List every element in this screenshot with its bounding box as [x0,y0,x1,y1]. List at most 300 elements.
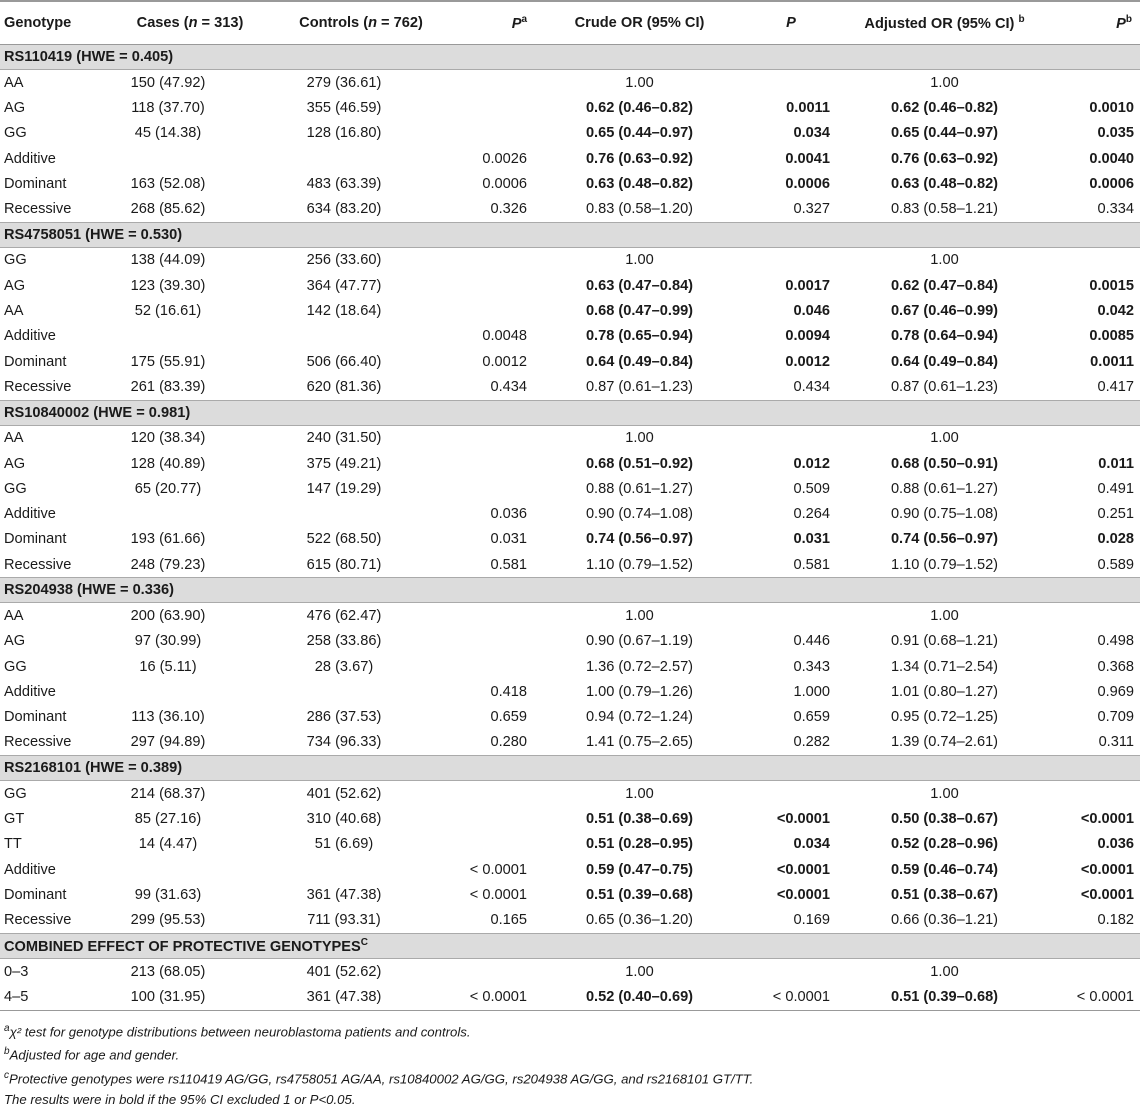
p-crude-cell: 0.327 [793,201,830,218]
p-adjusted-cell: 0.0006 [1089,175,1134,192]
adjusted-or-cell: 0.62 (0.46–0.82) [890,99,999,116]
genotype-cell: GT [4,811,25,828]
controls-cell: 522 (68.50) [306,531,382,548]
adjusted-or-cell: 0.91 (0.68–1.21) [890,633,999,650]
cases-cell: 248 (79.23) [130,556,206,573]
adjusted-or-cell: 0.95 (0.72–1.25) [890,709,999,726]
p-cell: 0.0026 [482,150,527,167]
genotype-cell: Additive [4,328,56,345]
p-crude-cell: 0.0017 [785,277,830,294]
group-header-row [0,45,1140,70]
p-cell: 0.036 [490,506,527,523]
p-adjusted-cell: 0.0085 [1089,328,1134,345]
table-row [0,603,1140,629]
p-cell [452,298,535,323]
controls-cell: 128 (16.80) [306,125,382,142]
p-cell: 0.031 [490,531,527,548]
table-row [0,984,1140,1010]
table-row [0,958,1140,984]
table-row [0,196,1140,222]
adjusted-or-cell: 1.00 [930,963,959,980]
table-row [0,629,1140,654]
table-row [0,781,1140,807]
cases-cell: 200 (63.90) [130,607,206,624]
p-crude-cell: <0.0001 [776,861,830,878]
p-adjusted-cell [1051,603,1140,629]
p-adjusted-cell: 0.0011 [1090,353,1134,370]
adjusted-or-cell: 0.64 (0.49–0.84) [890,353,999,370]
adjusted-or-cell: 1.00 [930,607,959,624]
p-crude-cell: 0.434 [793,378,830,395]
cases-cell: 261 (83.39) [130,378,206,395]
p-crude-cell: < 0.0001 [744,984,838,1010]
p-adjusted-cell: 0.036 [1097,836,1134,853]
p-cell [452,247,535,273]
adjusted-or-cell: 1.00 [930,785,959,802]
cases-cell: 99 (31.63) [134,886,202,903]
controls-cell: 258 (33.86) [306,633,382,650]
p-adjusted-cell: 0.182 [1097,912,1134,929]
p-cell [452,629,535,654]
controls-cell: 279 (36.61) [306,74,382,91]
p-crude-cell: 0.0006 [785,175,830,192]
p-crude-cell: 0.169 [793,912,830,929]
adjusted-or-cell: 1.10 (0.79–1.52) [890,556,999,573]
cases-cell: 52 (16.61) [134,303,202,320]
controls-cell: 734 (96.33) [306,734,382,751]
p-crude-cell: 0.034 [793,836,830,853]
adjusted-or-cell: 1.00 [930,74,959,91]
cases-cell: 120 (38.34) [130,430,206,447]
adjusted-or-cell: 0.83 (0.58–1.21) [890,201,999,218]
p-crude-cell: 0.581 [793,556,830,573]
table-row [0,527,1140,552]
p-crude-cell: 0.659 [793,709,830,726]
table-row [0,324,1140,349]
cases-cell: 14 (4.47) [138,836,198,853]
controls-cell: 506 (66.40) [306,353,382,370]
p-crude-cell: 0.0094 [785,328,830,345]
adjusted-or-cell: 0.51 (0.38–0.67) [890,886,999,903]
p-adjusted-cell: 0.011 [1098,455,1134,472]
adjusted-or-cell: 0.74 (0.56–0.97) [890,531,999,548]
p-cell [452,95,535,120]
genotype-cell: 4–5 [0,984,110,1010]
p-cell: 0.418 [490,683,527,700]
controls-cell [270,679,452,704]
p-adjusted-cell: 0.709 [1097,709,1134,726]
p-cell [452,121,535,146]
cases-cell: 193 (61.66) [130,531,206,548]
genotype-cell: AA [4,607,24,624]
p-crude-cell: 0.031 [793,531,830,548]
genotype-cell: AG [4,455,26,472]
crude-or-cell: 1.00 [625,963,654,980]
cases-cell: 213 (68.05) [130,963,206,980]
group-header-row [0,578,1140,603]
crude-or-cell: 0.78 (0.65–0.94) [585,328,694,345]
genotype-cell: Additive [4,506,56,523]
crude-or-cell: 0.63 (0.48–0.82) [585,175,694,192]
genotype-cell: AA [4,74,24,91]
header-adjusted-or: Adjusted OR (95% CI) $^b$ [838,1,1051,45]
p-adjusted-cell [1051,247,1140,273]
controls-cell: 483 (63.39) [306,175,382,192]
cases-cell: 118 (37.70) [131,99,205,116]
cases-cell: 163 (52.08) [130,175,206,192]
cases-cell: 150 (47.92) [130,74,206,91]
genotype-cell: Dominant [4,175,67,192]
p-adjusted-cell: <0.0001 [1080,811,1134,828]
p-adjusted-cell: 0.368 [1097,658,1134,675]
genotype-cell: Recessive [4,201,72,218]
controls-cell [270,146,452,171]
table-row [0,247,1140,273]
cases-cell: 65 (20.77) [134,480,202,497]
table-row [0,857,1140,882]
p-crude-cell [744,603,838,629]
genotype-cell: AG [4,633,26,650]
group-title: COMBINED EFFECT OF PROTECTIVE $GENOTYPES^C$ [0,933,1140,958]
cases-cell: 175 (55.91) [130,353,206,370]
table-row [0,95,1140,120]
p-crude-cell: 0.0011 [786,99,830,116]
group-title: RS110419 (HWE = 0.405) [0,45,1140,70]
cases-cell: 97 (30.99) [134,633,202,650]
cases-cell [110,146,270,171]
p-crude-cell [744,781,838,807]
controls-cell: 256 (33.60) [306,252,382,269]
group-header-row [0,222,1140,247]
controls-cell: 615 (80.71) [306,556,382,573]
crude-or-cell: 1.00 [625,74,654,91]
p-cell [452,451,535,476]
header-controls: Controls (n = 762) [270,1,452,45]
p-adjusted-cell [1051,425,1140,451]
p-cell [452,273,535,298]
p-adjusted-cell: 0.969 [1097,683,1134,700]
cases-cell: 16 (5.11) [139,658,197,675]
controls-cell: 364 (47.77) [306,277,382,294]
table-row [0,832,1140,857]
cases-cell: 100 (31.95) [110,984,270,1010]
crude-or-cell: 0.65 (0.36–1.20) [585,912,694,929]
genotype-cell: Dominant [4,886,67,903]
group-header-row [0,933,1140,958]
cases-cell: 123 (39.30) [130,277,206,294]
adjusted-or-cell: 0.59 (0.46–0.74) [890,861,999,878]
genotype-cell: AG [4,99,26,116]
adjusted-or-cell: 0.63 (0.48–0.82) [890,175,999,192]
genotype-cell: Dominant [4,353,67,370]
cases-cell: 85 (27.16) [134,811,202,828]
crude-or-cell: 1.00 [625,430,654,447]
p-crude-cell: <0.0001 [776,886,830,903]
p-adjusted-cell: 0.334 [1097,201,1134,218]
p-adjusted-cell: 0.498 [1097,633,1134,650]
table-row [0,552,1140,578]
header-crude-or: Crude OR (95% CI) [535,1,744,45]
genotype-cell: GG [4,658,27,675]
crude-or-cell: 0.74 (0.56–0.97) [585,531,694,548]
controls-cell [270,501,452,526]
p-cell [452,603,535,629]
crude-or-cell: 0.88 (0.61–1.27) [585,480,694,497]
table-row [0,146,1140,171]
crude-or-cell: 0.62 (0.46–0.82) [585,99,694,116]
p-crude-cell: 0.0041 [785,150,830,167]
adjusted-or-cell: 0.50 (0.38–0.67) [890,811,999,828]
table-row [0,451,1140,476]
p-cell: 0.0012 [482,353,527,370]
group-title: RS2168101 (HWE = 0.389) [0,756,1140,781]
adjusted-or-cell: 0.78 (0.64–0.94) [890,328,999,345]
table-row [0,70,1140,96]
p-cell: 0.0048 [482,328,527,345]
table-row [0,654,1140,679]
crude-or-cell: 0.59 (0.47–0.75) [585,861,694,878]
header-row [0,1,1140,45]
controls-cell: 51 (6.69) [314,836,374,853]
p-cell: 0.434 [490,378,527,395]
controls-cell [270,324,452,349]
footnote: $^a$χ² test for genotype distributions between neuroblastoma patients and controls. [4,1022,471,1039]
crude-or-cell: 0.51 (0.39–0.68) [585,886,694,903]
genotype-cell: Dominant [4,531,67,548]
table-row [0,501,1140,526]
p-cell [452,425,535,451]
footnote: $^b$Adjusted for age and gender. [4,1046,180,1063]
table-row [0,425,1140,451]
p-adjusted-cell: 0.417 [1097,378,1134,395]
p-adjusted-cell: 0.035 [1097,125,1134,142]
crude-or-cell: 0.68 (0.51–0.92) [585,455,694,472]
p-crude-cell: 0.509 [793,480,830,497]
table-body [0,45,1140,1011]
p-cell [452,832,535,857]
cases-cell: 297 (94.89) [130,734,206,751]
crude-or-cell: 0.51 (0.38–0.69) [585,811,694,828]
controls-cell: 142 (18.64) [306,303,382,320]
p-cell: < 0.0001 [452,984,535,1010]
crude-or-cell: 0.68 (0.47–0.99) [585,303,694,320]
group-title: RS10840002 (HWE = 0.981) [0,400,1140,425]
crude-or-cell: 1.36 (0.72–2.57) [585,658,694,675]
adjusted-or-cell: 0.68 (0.50–0.91) [890,455,999,472]
p-crude-cell: 0.0012 [785,353,830,370]
controls-cell: 240 (31.50) [306,430,382,447]
p-crude-cell: 0.446 [793,633,830,650]
table-row [0,705,1140,730]
genotype-cell: Additive [4,150,56,167]
adjusted-or-cell: 0.90 (0.75–1.08) [890,506,999,523]
table-row [0,298,1140,323]
genotype-cell: Additive [4,861,56,878]
table-row [0,121,1140,146]
footnote: The results were in bold if the 95% CI excluded 1 or P<0.05. [4,1092,356,1108]
controls-cell: 310 (40.68) [306,811,382,828]
cases-cell [110,857,270,882]
header-p-crude: P [744,1,838,45]
genotype-cell: Recessive [4,912,72,929]
p-crude-cell [744,70,838,96]
cases-cell [110,679,270,704]
group-header-row [0,756,1140,781]
adjusted-or-cell: 0.62 (0.47–0.84) [890,277,999,294]
cases-cell: 128 (40.89) [130,455,206,472]
controls-cell: 355 (46.59) [306,99,382,116]
cases-cell [110,501,270,526]
controls-cell: 147 (19.29) [306,480,382,497]
adjusted-or-cell: 0.76 (0.63–0.92) [890,150,999,167]
adjusted-or-cell: 0.51 (0.39–0.68) [838,984,1051,1010]
genotype-cell: Dominant [4,709,67,726]
p-crude-cell: 0.343 [793,658,830,675]
table-row [0,679,1140,704]
genotype-cell: AA [4,430,24,447]
controls-cell: 634 (83.20) [306,201,382,218]
controls-cell: 620 (81.36) [306,378,382,395]
crude-or-cell: 0.65 (0.44–0.97) [585,125,694,142]
adjusted-or-cell: 1.01 (0.80–1.27) [890,683,999,700]
table-row [0,171,1140,196]
p-adjusted-cell: 0.311 [1098,734,1134,751]
crude-or-cell: 0.64 (0.49–0.84) [585,353,694,370]
p-crude-cell [744,958,838,984]
crude-or-cell: 0.90 (0.67–1.19) [585,633,694,650]
adjusted-or-cell: 1.39 (0.74–2.61) [890,734,999,751]
genotype-cell: Recessive [4,556,72,573]
header-genotype: Genotype [0,1,110,45]
adjusted-or-cell: 0.67 (0.46–0.99) [890,303,999,320]
crude-or-cell: 0.94 (0.72–1.24) [585,709,694,726]
adjusted-or-cell: 0.66 (0.36–1.21) [890,912,999,929]
controls-cell: 401 (52.62) [306,963,382,980]
p-adjusted-cell: <0.0001 [1080,886,1134,903]
p-crude-cell: 0.264 [793,506,830,523]
genotype-cell: AG [4,277,26,294]
controls-cell: 476 (62.47) [306,607,382,624]
table-row [0,806,1140,831]
cases-cell: 299 (95.53) [130,912,206,929]
genotype-cell: GG [4,252,27,269]
adjusted-or-cell: 0.52 (0.28–0.96) [890,836,999,853]
crude-or-cell: 0.83 (0.58–1.20) [585,201,694,218]
crude-or-cell: 0.52 (0.40–0.69) [535,984,744,1010]
p-adjusted-cell: 0.028 [1097,531,1134,548]
table-row [0,730,1140,756]
p-adjusted-cell: 0.042 [1097,303,1134,320]
crude-or-cell: 1.00 [625,607,654,624]
p-adjusted-cell: 0.0040 [1089,150,1134,167]
cases-cell: 138 (44.09) [130,252,206,269]
p-cell [452,781,535,807]
adjusted-or-cell: 1.00 [930,430,959,447]
p-adjusted-cell: 0.0015 [1089,277,1134,294]
cases-cell [110,324,270,349]
p-cell: 0.659 [490,709,527,726]
table-row [0,349,1140,374]
group-title: RS204938 (HWE = 0.336) [0,578,1140,603]
cases-cell: 113 (36.10) [131,709,205,726]
group-title: RS4758051 (HWE = 0.530) [0,222,1140,247]
controls-cell: 286 (37.53) [306,709,382,726]
p-cell [452,806,535,831]
header-cases: Cases (n = 313) [110,1,270,45]
genotype-cell: GG [4,480,27,497]
crude-or-cell: 1.00 [625,785,654,802]
adjusted-or-cell: 0.65 (0.44–0.97) [890,125,999,142]
genotype-cell: AA [4,303,24,320]
genotype-cell: GG [4,785,27,802]
controls-cell: 711 (93.31) [307,912,381,929]
crude-or-cell: 0.51 (0.28–0.95) [585,836,694,853]
footnote: $^c$Protective genotypes were rs110419 AG/GG, rs4758051 AG/AA, rs10840002 AG/GG, rs204938 AG/GG, and rs2168101 GT/TT. [4,1070,754,1087]
cases-cell: 268 (85.62) [130,201,206,218]
adjusted-or-cell: 1.00 [930,252,959,269]
p-adjusted-cell: < 0.0001 [1051,984,1140,1010]
header-p-adjusted: $P^b$ [1051,1,1140,45]
p-cell [452,70,535,96]
p-crude-cell [744,247,838,273]
p-adjusted-cell: 0.251 [1097,506,1134,523]
genotype-cell: GG [4,125,27,142]
crude-or-cell: 1.10 (0.79–1.52) [585,556,694,573]
controls-cell: 401 (52.62) [306,785,382,802]
adjusted-or-cell: 0.87 (0.61–1.23) [890,378,999,395]
p-crude-cell: 0.046 [793,303,830,320]
p-crude-cell [744,425,838,451]
cases-cell: 45 (14.38) [134,125,202,142]
p-crude-cell: <0.0001 [776,811,830,828]
table-row [0,882,1140,907]
controls-cell [270,857,452,882]
footnotes [0,1019,1145,1111]
p-adjusted-cell [1051,781,1140,807]
p-crude-cell: 0.282 [793,734,830,751]
p-cell: 0.280 [490,734,527,751]
controls-cell: 361 (47.38) [270,984,452,1010]
genotype-cell: 0–3 [4,963,29,980]
p-cell: 0.0006 [482,175,527,192]
p-cell: < 0.0001 [469,886,527,903]
p-cell [452,476,535,501]
crude-or-cell: 0.87 (0.61–1.23) [585,378,694,395]
adjusted-or-cell: 1.34 (0.71–2.54) [890,658,999,675]
table-row [0,908,1140,934]
crude-or-cell: 1.00 (0.79–1.26) [585,683,694,700]
genotype-cell: Additive [4,683,56,700]
crude-or-cell: 1.41 (0.75–2.65) [585,734,694,751]
table-row [0,476,1140,501]
p-crude-cell: 1.000 [793,683,830,700]
p-adjusted-cell [1051,958,1140,984]
group-header-row [0,400,1140,425]
p-adjusted-cell: 0.491 [1097,480,1134,497]
controls-cell: 28 (3.67) [314,658,374,675]
p-cell: < 0.0001 [469,861,527,878]
p-cell [452,654,535,679]
controls-cell: 375 (49.21) [306,455,382,472]
p-adjusted-cell: <0.0001 [1080,861,1134,878]
table-row [0,374,1140,400]
p-adjusted-cell [1051,70,1140,96]
p-adjusted-cell: 0.0010 [1089,99,1134,116]
p-cell: 0.326 [490,201,527,218]
crude-or-cell: 0.90 (0.74–1.08) [585,506,694,523]
p-cell: 0.581 [490,556,527,573]
genotype-cell: TT [4,836,22,853]
